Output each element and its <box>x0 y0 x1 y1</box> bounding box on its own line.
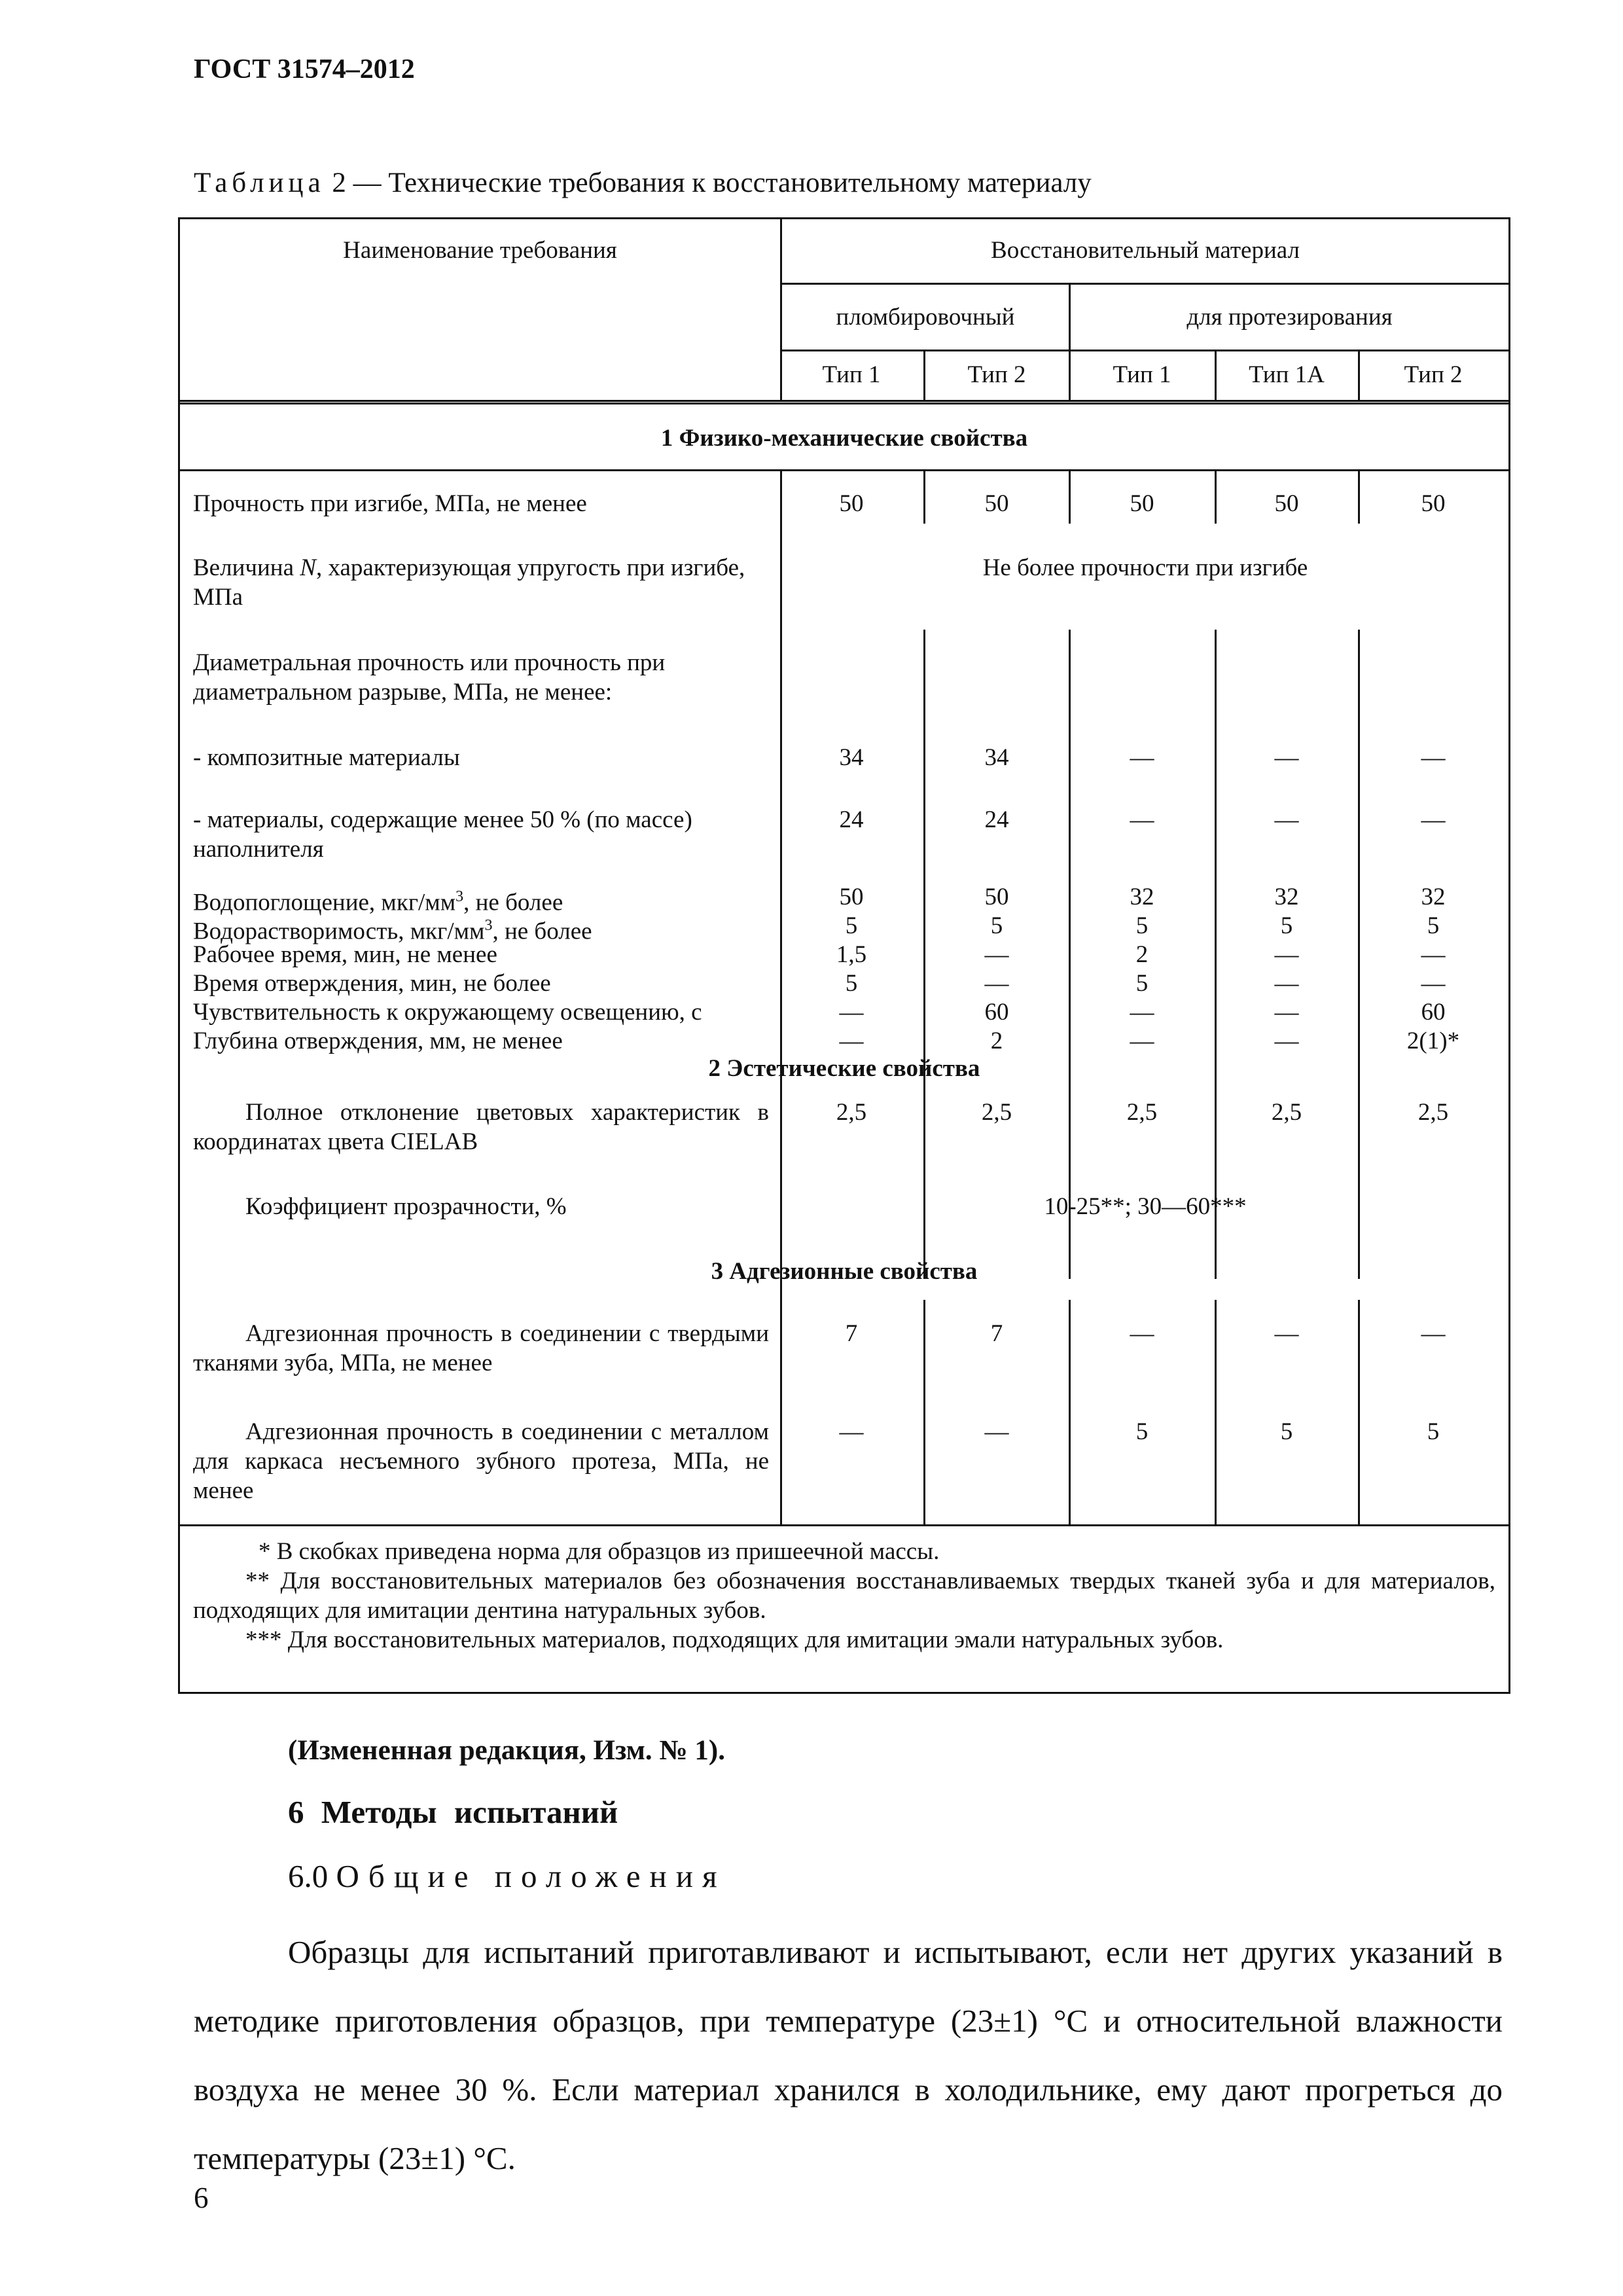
row-label: - композитные материалы <box>193 744 460 771</box>
row-label <box>193 553 769 612</box>
document-code: ГОСТ 31574–2012 <box>194 54 415 84</box>
section-heading: 2 Эстетические свойства <box>708 1055 980 1082</box>
row-label-part: Величина <box>193 554 300 581</box>
footnote: ** Для восстановительных материалов без обозначения восстанавливаемых твердых тканей зуба и для материалов, подходящих для имитации дентина натуральных зубов. <box>193 1568 1495 1624</box>
row-label-part: , характеризующая упругость при изгибе, МПа <box>193 554 745 611</box>
section-heading: 3 Адгезионные свойства <box>711 1258 978 1285</box>
cell-value: 50 <box>984 884 1009 910</box>
cell-value: 5 <box>1135 1418 1149 1445</box>
cell-value: 50 <box>839 490 864 517</box>
row-label: Чувствительность к окружающему освещению, с <box>193 999 702 1026</box>
cell-value: 5 <box>1427 912 1440 939</box>
page-number: 6 <box>194 2181 209 2214</box>
cell-value: — <box>1421 744 1446 771</box>
cell-value: — <box>1130 1028 1154 1054</box>
header-type: Тип 2 <box>967 361 1026 388</box>
body-paragraph: Образцы для испытаний приготавливают и испытывают, если нет других указаний в методике приготовления образцов, при температуре (23±1) °С и относительной влажности воздуха не менее 30 %. Если материал хранился в холодильнике, ему дают прогреться до температуры (23±1) °С. <box>194 1934 1503 2176</box>
span-value: 10-25**; 30—60*** <box>1044 1193 1247 1220</box>
cell-value: 24 <box>984 806 1009 833</box>
cell-value: — <box>984 941 1009 968</box>
row-label-symbol: N <box>300 554 316 581</box>
header-type: Тип 1А <box>1249 361 1325 388</box>
cell-value: 50 <box>1421 490 1446 517</box>
cell-value: 50 <box>984 490 1009 517</box>
cell-value: 2,5 <box>1271 1099 1302 1126</box>
header-type: Тип 2 <box>1404 361 1463 388</box>
requirements-table <box>178 217 1510 1694</box>
cell-value: — <box>1274 806 1299 833</box>
cell-value: — <box>1421 1320 1446 1347</box>
subsection-title <box>288 1857 726 1895</box>
row-label: Время отверждения, мин, не более <box>193 970 551 997</box>
cell-value: 2 <box>1135 941 1149 968</box>
cell-value: 5 <box>845 912 858 939</box>
cell-value: 32 <box>1130 884 1154 910</box>
cell-value: 1,5 <box>836 941 867 968</box>
subsection-number: 6.0 <box>288 1858 336 1894</box>
cell-value: 50 <box>1130 490 1154 517</box>
row-label: Диаметральная прочность или прочность при диаметральном разрыве, МПа, не менее: <box>193 649 666 706</box>
cell-value: — <box>1130 1320 1154 1347</box>
cell-value: 34 <box>839 744 864 771</box>
cell-value: — <box>839 999 864 1026</box>
section-title: 6 Методы испытаний <box>288 1794 618 1830</box>
cell-value: 5 <box>1427 1418 1440 1445</box>
cell-value: — <box>1274 1028 1299 1054</box>
header-material-group: Восстановительный материал <box>991 237 1300 264</box>
span-value: Не более прочности при изгибе <box>982 554 1308 581</box>
row-label-part: Водопоглощение, мкг/мм <box>193 889 456 916</box>
cell-value: — <box>1274 999 1299 1026</box>
cell-value: 2,5 <box>1418 1099 1449 1126</box>
cell-value: — <box>1421 806 1446 833</box>
cell-value: 32 <box>1274 884 1299 910</box>
cell-value: 7 <box>845 1320 858 1347</box>
cell-value: — <box>984 970 1009 997</box>
row-label-part: Водорастворимость, мкг/мм <box>193 918 485 945</box>
row-label: Полное отклонение цветовых характеристик в координатах цвета CIELAB <box>193 1099 769 1155</box>
table-caption-title: 2 — Технические требования к восстановительному материалу <box>325 168 1092 198</box>
header-prosthetics: для протезирования <box>1186 304 1393 331</box>
table-caption-prefix: Таблица <box>194 168 325 198</box>
cell-value: 7 <box>990 1320 1003 1347</box>
cell-value: 24 <box>839 806 864 833</box>
row-label: Прочность при изгибе, МПа, не менее <box>193 490 587 517</box>
cell-value: 5 <box>1135 912 1149 939</box>
cell-value: — <box>839 1028 864 1054</box>
cell-value: — <box>1274 970 1299 997</box>
cell-value: — <box>984 1418 1009 1445</box>
footnote: *** Для восстановительных материалов, подходящих для имитации эмали натуральных зубов. <box>245 1626 1224 1653</box>
row-label: Адгезионная прочность в соединении с твердыми тканями зуба, МПа, не менее <box>193 1320 769 1376</box>
cell-value: 5 <box>1135 970 1149 997</box>
cell-value: — <box>1130 806 1154 833</box>
section-heading: 1 Физико-механические свойства <box>660 425 1028 452</box>
cell-value: 34 <box>984 744 1009 771</box>
cell-value: 50 <box>1274 490 1299 517</box>
header-filling: пломбировочный <box>836 304 1015 331</box>
cell-value: — <box>1274 941 1299 968</box>
amendment-note: (Измененная редакция, Изм. № 1). <box>288 1735 725 1766</box>
row-label: - материалы, содержащие менее 50 % (по массе) наполнителя <box>193 806 692 863</box>
row-label: Глубина отверждения, мм, не менее <box>193 1028 563 1054</box>
cell-value: 5 <box>845 970 858 997</box>
cell-value: — <box>1274 1320 1299 1347</box>
cell-value: 60 <box>984 999 1009 1026</box>
row-label: Адгезионная прочность в соединении с металлом для каркаса несъемного зубного протеза, МПа, не менее <box>193 1418 769 1504</box>
cell-value: 5 <box>990 912 1003 939</box>
cell-value: 2(1)* <box>1406 1028 1460 1054</box>
cell-value: 60 <box>1421 999 1446 1026</box>
cell-value: 32 <box>1421 884 1446 910</box>
cell-value: — <box>1421 941 1446 968</box>
cell-value: 5 <box>1280 912 1293 939</box>
header-name-column: Наименование требования <box>343 237 617 264</box>
cell-value: — <box>1130 999 1154 1026</box>
row-label: Рабочее время, мин, не менее <box>193 941 497 968</box>
header-type: Тип 1 <box>822 361 881 388</box>
row-label-part: , не более <box>492 918 592 945</box>
cell-value: — <box>1130 744 1154 771</box>
cell-value: — <box>839 1418 864 1445</box>
cell-value: 2,5 <box>1126 1099 1158 1126</box>
footnote: * В скобках приведена норма для образцов из пришеечной массы. <box>259 1538 940 1565</box>
cell-value: — <box>1274 744 1299 771</box>
subsection-name: Общие положения <box>336 1858 726 1894</box>
header-type: Тип 1 <box>1113 361 1171 388</box>
cell-value: 50 <box>839 884 864 910</box>
row-label-superscript: 3 <box>455 888 464 905</box>
cell-value: 2,5 <box>981 1099 1012 1126</box>
cell-value: 2 <box>990 1028 1003 1054</box>
row-label-part: , не более <box>463 889 563 916</box>
cell-value: — <box>1421 970 1446 997</box>
cell-value: 2,5 <box>836 1099 867 1126</box>
table-caption <box>194 167 1092 199</box>
row-label-superscript: 3 <box>484 917 493 934</box>
cell-value: 5 <box>1280 1418 1293 1445</box>
row-label: Коэффициент прозрачности, % <box>245 1193 567 1220</box>
